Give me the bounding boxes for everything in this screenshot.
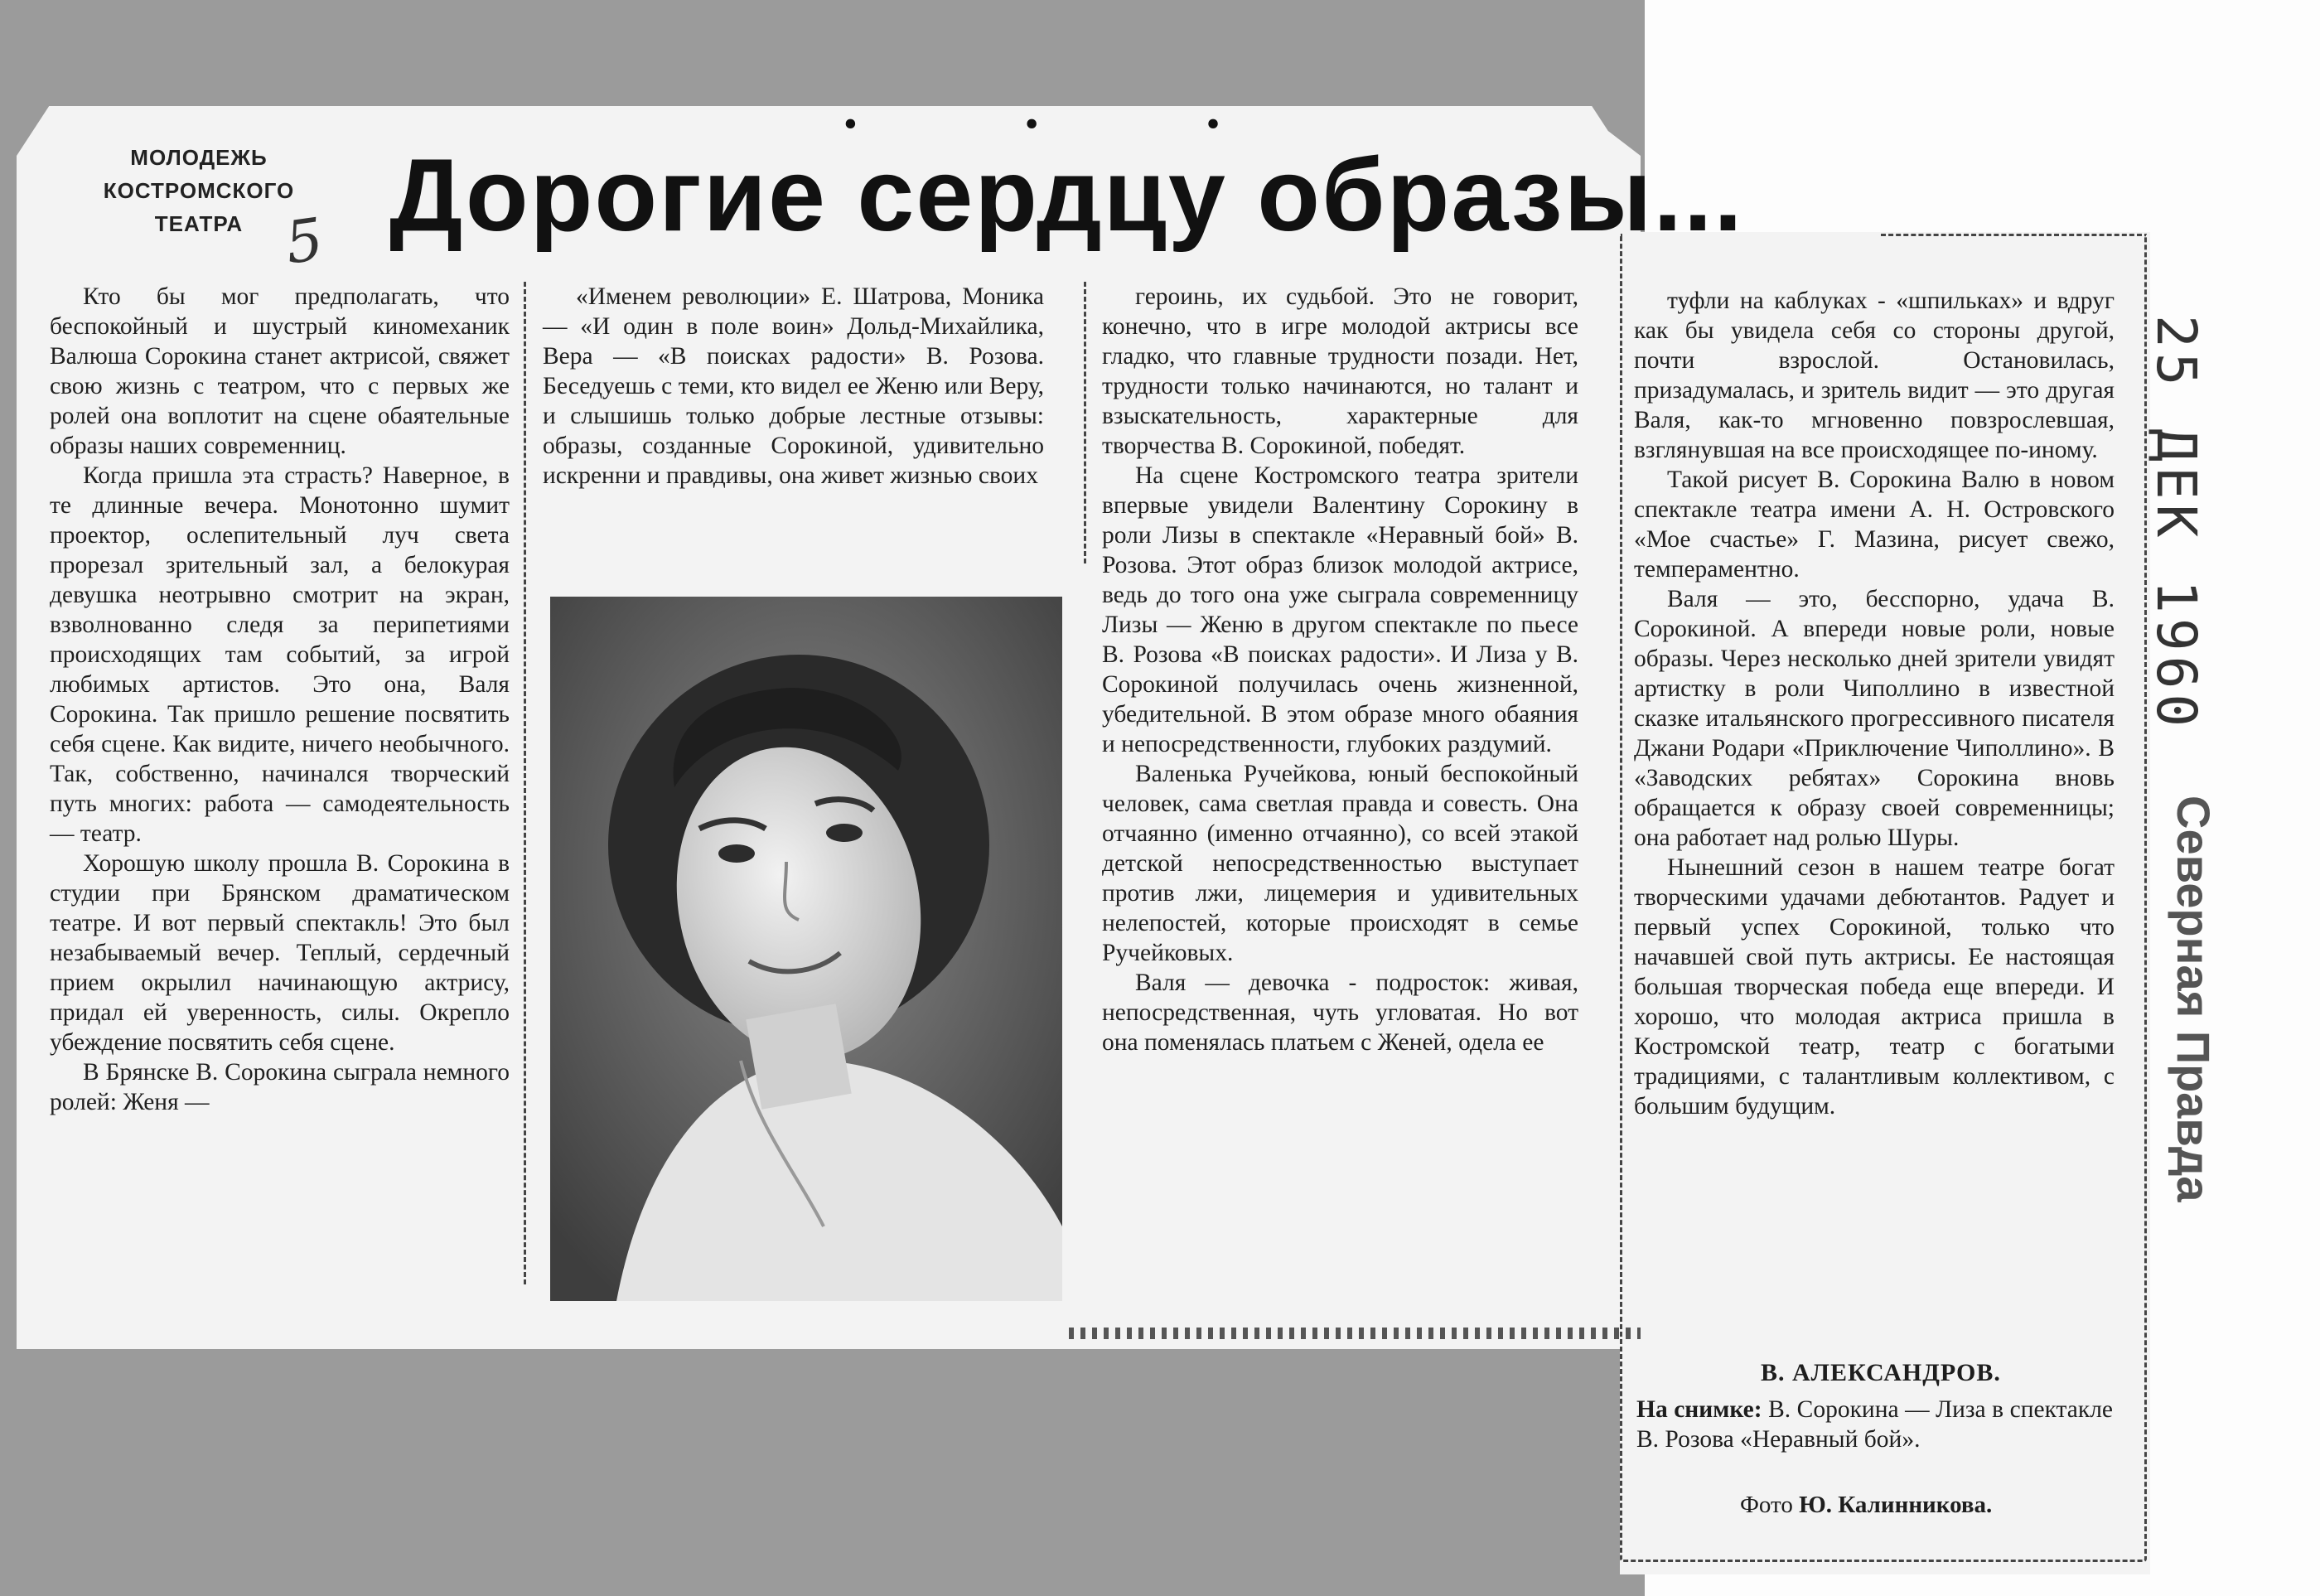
ornamental-border bbox=[1069, 1328, 1641, 1339]
article-column-2 bbox=[543, 282, 1044, 491]
paragraph: «Именем революции» Е. Шатрова, Моника — «И один в поле воин» Дольд-Михайлика, Вера — «В поисках радости» В. Розова. Беседуешь с теми, кто видел ее Женю или Веру, и слышишь только добрые лестные отзывы: образы, созданные Сорокиной, удивительно искренни и правдивы, она живет жизнью своих bbox=[543, 283, 1044, 489]
paragraph: На сцене Костромского театра зрители впервые увидели Валентину Сорокину в роли Лизы в спектакле «Неравный бой» В. Розова. Этот образ близок молодой актрисе, ведь до того она уже сыграла современницу Лизы — Женю в другом спектакле по пьесе В. Розова «В поисках радости». И Лиза у В. Сорокиной получилась очень жизненной, убедительной. В этом образе много обаяния и непосредственности, глубоких раздумий. bbox=[1102, 462, 1578, 757]
paragraph: Валя — девочка - подросток: живая, непосредственная, чуть угловатая. Но вот она поменялась платьем с Женей, одела ее bbox=[1102, 970, 1578, 1056]
article-author: В. АЛЕКСАНДРОВ. bbox=[1761, 1359, 2001, 1386]
paragraph: Валенька Ручейкова, юный беспокойный человек, сама светлая правда и совесть. Она отчаянно (именно отчаянно), со всей этакой детской непосредственностью выступает против лжи, лицемерия и удивительных нелепостей, которые происходят в семье Ручейковых. bbox=[1102, 761, 1578, 966]
paragraph: Когда пришла эта страсть? Наверное, в те длинные вечера. Монотонно шумит проектор, ослепительный луч света прорезал зрительный зал, а белокурая девушка неотрывно смотрит на экран, взволнованно следя за перипетиями происходящих там событий, за игрой любимых артистов. Это она, Валя Сорокина. Так пришло решение посвятить себя сцене. Как видите, ничего необычного. Так, собственно, начинался творческий путь многих: работа — самодеятельность — театр. bbox=[50, 462, 510, 847]
actress-portrait-photo bbox=[550, 597, 1062, 1301]
column-rule bbox=[1084, 282, 1086, 563]
article-column-1 bbox=[50, 282, 510, 1117]
date-stamp: 25 ДЕК 1960 bbox=[2144, 315, 2208, 733]
paragraph: Хорошую школу прошла В. Сорокина в студии при Брянском драматическом театре. И вот первый спектакль! Это был незабываемый вечер. Теплый, сердечный прием окрылил начинающую актрису, придал ей уверенность, силы. Окрепло убеждение посвятить себя сцене. bbox=[50, 850, 510, 1056]
scan-background-lower bbox=[0, 1349, 1620, 1596]
handwritten-mark: 5 bbox=[281, 205, 328, 278]
rubric-line: МОЛОДЕЖЬ bbox=[130, 145, 268, 170]
newspaper-stamp: Северная Правда bbox=[2168, 796, 2220, 1202]
ornament-dots: • • • bbox=[843, 102, 1299, 146]
caption-text: В. Сорокина — Лиза в спектакле В. Розова «Неравный бой». bbox=[1636, 1396, 2114, 1453]
caption-label: На снимке: bbox=[1636, 1396, 1762, 1423]
paragraph: Кто бы мог предполагать, что беспокойный и шустрый киномеханик Валюша Сорокина станет актрисой, свяжет свою жизнь с театром, что с первых же ролей она воплотит на сцене обаятельные образы наших современниц. bbox=[50, 283, 510, 459]
paragraph: Нынешний сезон в нашем театре богат творческими удачами дебютантов. Радует и первый успех Сорокиной, только что начавшей свой путь актрисы. Ее настоящая большая творческая победа еще впереди. И хорошо, что молодая актриса пришла в Костромской театр, театр с богатыми традициями, с талантливым коллективом, с большим будущим. bbox=[1634, 854, 2115, 1120]
paragraph: героинь, их судьбой. Это не говорит, конечно, что в игре молодой актрисы все гладко, что главные трудности позади. Нет, трудности только начинаются, но талант и взыскательность, характерные для творчества В. Сорокиной, победят. bbox=[1102, 283, 1578, 459]
rubric-line: КОСТРОМСКОГО bbox=[103, 178, 295, 203]
paragraph: Такой рисует В. Сорокина Валю в новом спектакле театра имени А. Н. Островского «Мое счастье» Г. Мазина, рисует свежо, темпераментно. bbox=[1634, 467, 2115, 583]
photo-credit-name: Ю. Калинникова. bbox=[1799, 1492, 1993, 1518]
paragraph: В Брянске В. Сорокина сыграла немного ролей: Женя — bbox=[50, 1059, 510, 1115]
portrait-image bbox=[550, 597, 1062, 1301]
paragraph: Валя — это, бесспорно, удача В. Сорокиной. А впереди новые роли, новые образы. Через несколько дней зрители увидят артистку в роли Чиполлино в известной сказке итальянского прогрессивного писателя Джани Родари «Приключение Чиполлино». В «Заводских ребятах» Сорокина вновь обращается к образу своей современницы; она работает над ролью Шуры. bbox=[1634, 586, 2115, 851]
column-rule bbox=[524, 282, 526, 1284]
article-headline: Дорогие сердцу образы... bbox=[389, 138, 1744, 253]
rubric bbox=[99, 141, 298, 240]
photo-caption bbox=[1636, 1395, 2113, 1454]
paragraph: туфли на каблуках - «шпильках» и вдруг как бы увидела себя со стороны другой, почти взрослой. Остановилась, призадумалась, и зритель видит — это другая Валя, как-то мгновенно повзрослевшая, взглянувшая на все происходящее по-иному. bbox=[1634, 288, 2115, 463]
article-column-3 bbox=[1102, 282, 1578, 1057]
rubric-line: ТЕАТРА bbox=[154, 211, 244, 236]
photo-credit bbox=[1740, 1492, 1992, 1519]
photo-credit-prefix: Фото bbox=[1740, 1492, 1793, 1518]
